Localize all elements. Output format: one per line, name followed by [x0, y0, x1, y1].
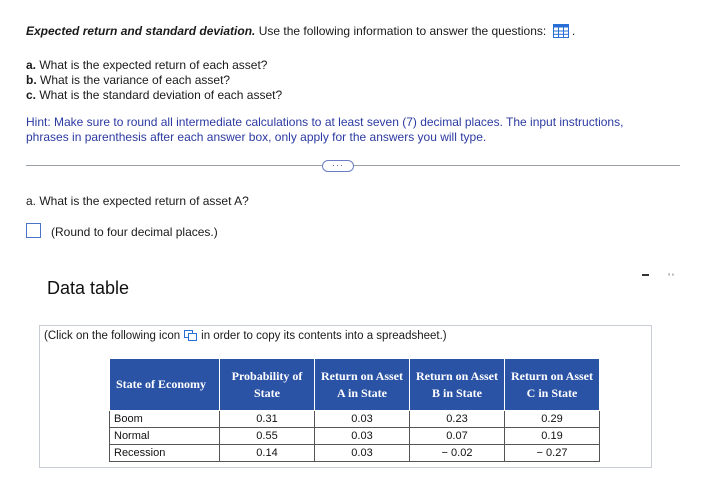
table-cell: 0.29	[505, 411, 600, 428]
question-list	[26, 58, 282, 103]
hint-text: Hint: Make sure to round all intermediate calculations to at least seven (7) decimal places. The input instructions, phrases in parenthesis after each answer box, only apply for the answers you will type.	[26, 115, 624, 144]
table-header-row	[110, 359, 600, 411]
table-cell: 0.31	[220, 411, 315, 428]
table-cell: 0.19	[505, 428, 600, 445]
column-header: Return on Asset C in State	[505, 359, 600, 411]
question-item: c. What is the standard deviation of each asset?	[26, 88, 283, 102]
table-cell: Boom	[110, 411, 220, 428]
question-item: b. What is the variance of each asset?	[26, 73, 231, 87]
expand-more-button[interactable]: ···	[322, 160, 354, 172]
minimize-icon[interactable]	[642, 274, 649, 276]
table-cell: 0.55	[220, 428, 315, 445]
data-table-title: Data table	[47, 278, 130, 298]
column-header: Return on Asset A in State	[315, 359, 410, 411]
table-cell: 0.03	[315, 445, 410, 462]
table-cell: Normal	[110, 428, 220, 445]
table-row	[110, 411, 600, 428]
table-cell: 0.03	[315, 411, 410, 428]
spreadsheet-grid-icon[interactable]	[553, 24, 569, 38]
problem-title: Expected return and standard deviation.	[26, 24, 256, 38]
table-row	[110, 445, 600, 462]
table-cell: Recession	[110, 445, 220, 462]
problem-header: Expected return and standard deviation. Use the following information to answer the questions: .	[26, 24, 576, 38]
answer-input-box[interactable]	[26, 223, 41, 238]
column-header: Probability of State	[220, 359, 315, 411]
expand-icon[interactable]: ’‘	[668, 272, 676, 282]
table-cell: 0.23	[410, 411, 505, 428]
table-cell: − 0.02	[410, 445, 505, 462]
copy-instructions: (Click on the following icon in order to copy its contents into a spreadsheet.)	[44, 330, 447, 342]
column-header: Return on Asset B in State	[410, 359, 505, 411]
problem-instructions: Use the following information to answer the questions:	[255, 24, 550, 38]
question-item: a. What is the expected return of each asset?	[26, 58, 268, 72]
rounding-instruction: (Round to four decimal places.)	[51, 225, 218, 239]
table-cell: − 0.27	[505, 445, 600, 462]
table-cell: 0.14	[220, 445, 315, 462]
column-header: State of Economy	[110, 359, 220, 411]
table-row	[110, 428, 600, 445]
copy-to-spreadsheet-icon[interactable]	[184, 330, 197, 341]
table-cell: 0.03	[315, 428, 410, 445]
data-table	[109, 358, 600, 462]
question-a-label: a. What is the expected return of asset A?	[26, 194, 249, 208]
table-cell: 0.07	[410, 428, 505, 445]
